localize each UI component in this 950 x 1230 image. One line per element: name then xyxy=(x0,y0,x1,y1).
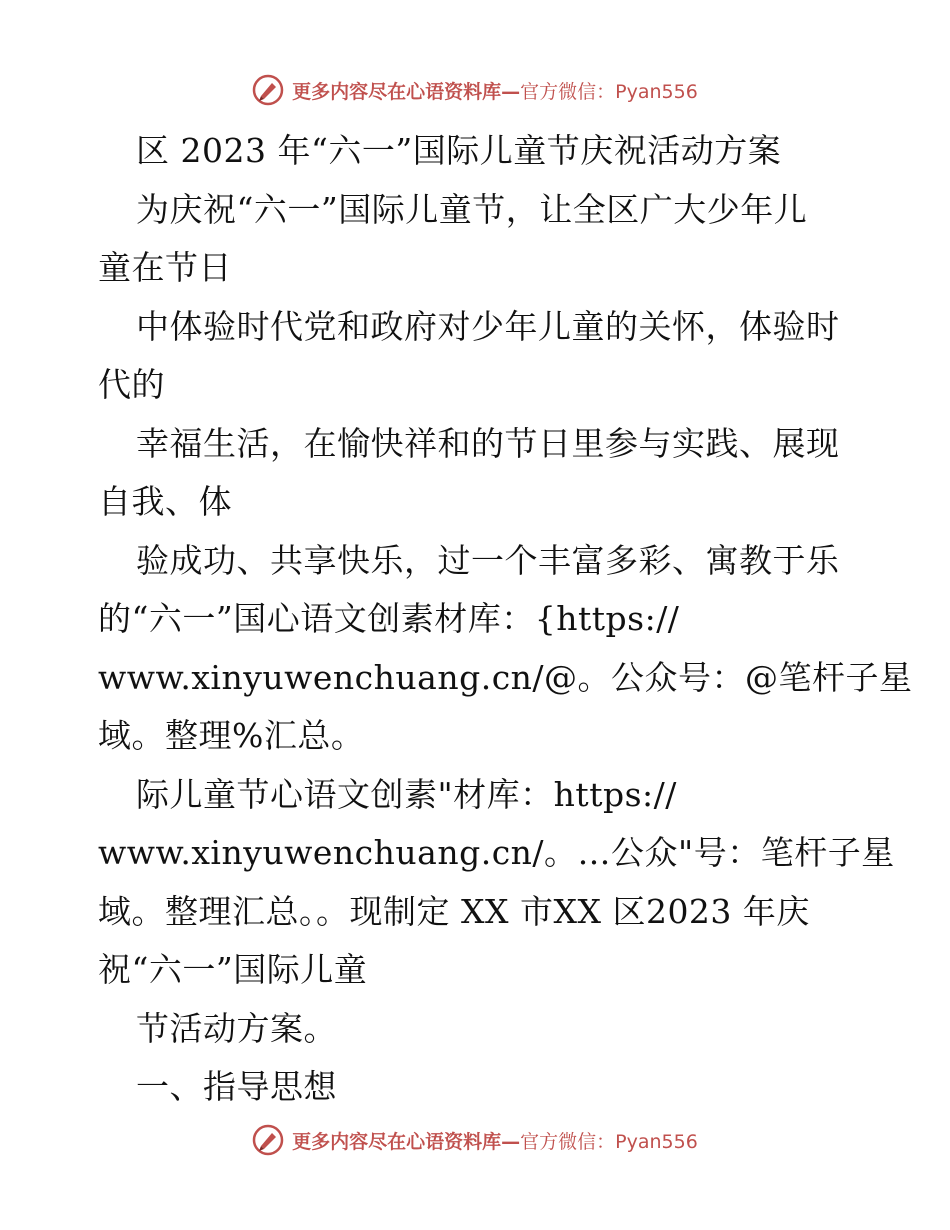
doc-line: 际儿童节心语文创素"材库：https:// xyxy=(136,774,677,814)
doc-line: 中体验时代党和政府对少年儿童的关怀，体验时 xyxy=(136,306,840,346)
doc-line: 代的 xyxy=(98,365,165,404)
banner-text: 更多内容尽在心语资料库—官方微信：Pyan556 xyxy=(292,1130,698,1153)
doc-line: 验成功、共享快乐，过一个丰富多彩、寓教于乐 xyxy=(136,540,840,580)
pen-nib-logo-icon xyxy=(252,1124,284,1156)
footer-banner xyxy=(0,1122,950,1158)
banner-text: 更多内容尽在心语资料库—官方微信：Pyan556 xyxy=(292,80,698,103)
doc-line: www.xinyuwenchuang.cn/@。公众号：@笔杆子星 xyxy=(98,657,913,697)
doc-line: 幸福生活，在愉快祥和的节日里参与实践、展现 xyxy=(136,423,840,463)
document-body xyxy=(98,122,913,1117)
doc-line: 童在节日 xyxy=(98,248,232,287)
doc-line: 一、指导思想 xyxy=(136,1067,337,1106)
doc-line: 祝“六一”国际儿童 xyxy=(98,950,368,989)
doc-line: 为庆祝“六一”国际儿童节，让全区广大少年儿 xyxy=(136,189,808,229)
doc-line: 区 2023 年“六一”国际儿童节庆祝活动方案 xyxy=(136,131,782,170)
banner-wechat: 官方微信：Pyan556 xyxy=(520,1130,698,1153)
doc-line: 域。整理汇总。。现制定 XX 市XX 区2023 年庆 xyxy=(98,891,810,931)
doc-line: 自我、体 xyxy=(98,482,232,521)
doc-line: www.xinyuwenchuang.cn/。…公众"号：笔杆子星 xyxy=(98,833,895,872)
doc-line: 节活动方案。 xyxy=(136,1008,337,1048)
doc-line: 域。整理%汇总。 xyxy=(98,716,365,755)
pen-nib-logo-icon xyxy=(252,74,284,106)
doc-line: 的“六一”国心语文创素材库：{https:// xyxy=(98,599,680,638)
banner-wechat: 官方微信：Pyan556 xyxy=(520,80,698,103)
header-banner xyxy=(0,72,950,108)
